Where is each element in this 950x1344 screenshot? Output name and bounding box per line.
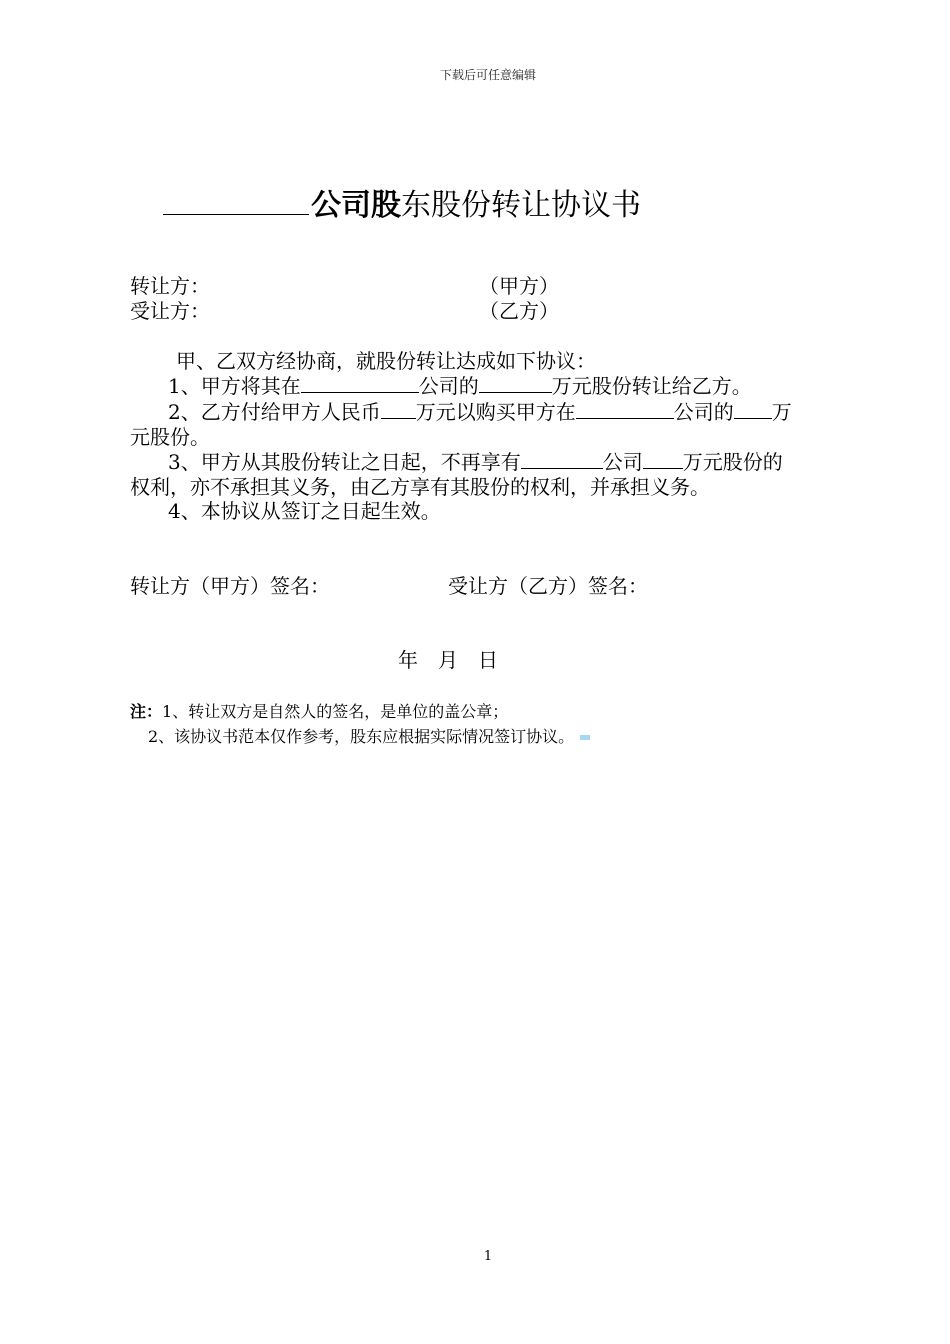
clause-2-part-b: 万元以购买甲方在 — [415, 400, 576, 424]
company-blank — [521, 448, 603, 469]
clause-1-part-a: 1、甲方将其在 — [168, 374, 301, 398]
transferor-role: （甲方） — [479, 274, 559, 298]
amount-blank — [643, 448, 683, 469]
document-title — [163, 180, 641, 224]
clause-2 — [168, 398, 792, 425]
clause-3-continuation: 权利，亦不承担其义务，由乙方享有其股份的权利，并承担义务。 — [130, 475, 710, 499]
title-prefix: 公司股 — [311, 188, 401, 223]
company-blank — [576, 398, 674, 419]
text-cursor-marker — [580, 735, 590, 740]
page-number: 1 — [483, 1249, 493, 1264]
clause-3-part-a: 3、甲方从其股份转让之日起，不再享有 — [168, 450, 521, 474]
clause-1-part-c: 万元股份转让给乙方。 — [551, 374, 752, 398]
note-text-1: 1、转让双方是自然人的签名，是单位的盖公章； — [162, 702, 509, 721]
clause-2-part-d: 万 — [771, 400, 792, 424]
date-line: 年 月 日 — [398, 648, 498, 672]
amount-blank — [734, 398, 772, 419]
transferor-signature: 转让方（甲方）签名： — [130, 574, 330, 598]
note-line-2 — [148, 724, 590, 747]
company-blank — [301, 372, 419, 393]
transferee-role: （乙方） — [479, 299, 559, 323]
note-label: 注： — [130, 702, 163, 721]
clause-1 — [168, 372, 752, 399]
title-rest: 东股份转让协议书 — [401, 188, 641, 223]
clause-2-part-c: 公司的 — [673, 400, 734, 424]
header-note: 下载后可任意编辑 — [439, 68, 536, 82]
note-line-1 — [130, 699, 508, 722]
clause-4: 4、本协议从签订之日起生效。 — [168, 499, 441, 523]
transferee-label: 受让方： — [130, 299, 210, 323]
clause-3-part-c: 万元股份的 — [682, 450, 783, 474]
clause-3 — [168, 448, 783, 475]
amount-blank — [479, 372, 552, 393]
transferor-label: 转让方： — [130, 274, 210, 298]
clause-2-continuation: 元股份。 — [130, 425, 210, 449]
note-text-2: 2、该协议书范本仅作参考，股东应根据实际情况签订协议。 — [148, 727, 575, 746]
agreement-intro: 甲、乙双方经协商，就股份转让达成如下协议： — [176, 349, 596, 373]
clause-3-part-b: 公司 — [602, 450, 643, 474]
transferee-signature: 受让方（乙方）签名： — [448, 574, 648, 598]
clause-2-part-a: 2、乙方付给甲方人民币 — [168, 400, 381, 424]
price-blank — [381, 398, 416, 419]
company-name-blank — [163, 186, 309, 215]
clause-1-part-b: 公司的 — [418, 374, 479, 398]
